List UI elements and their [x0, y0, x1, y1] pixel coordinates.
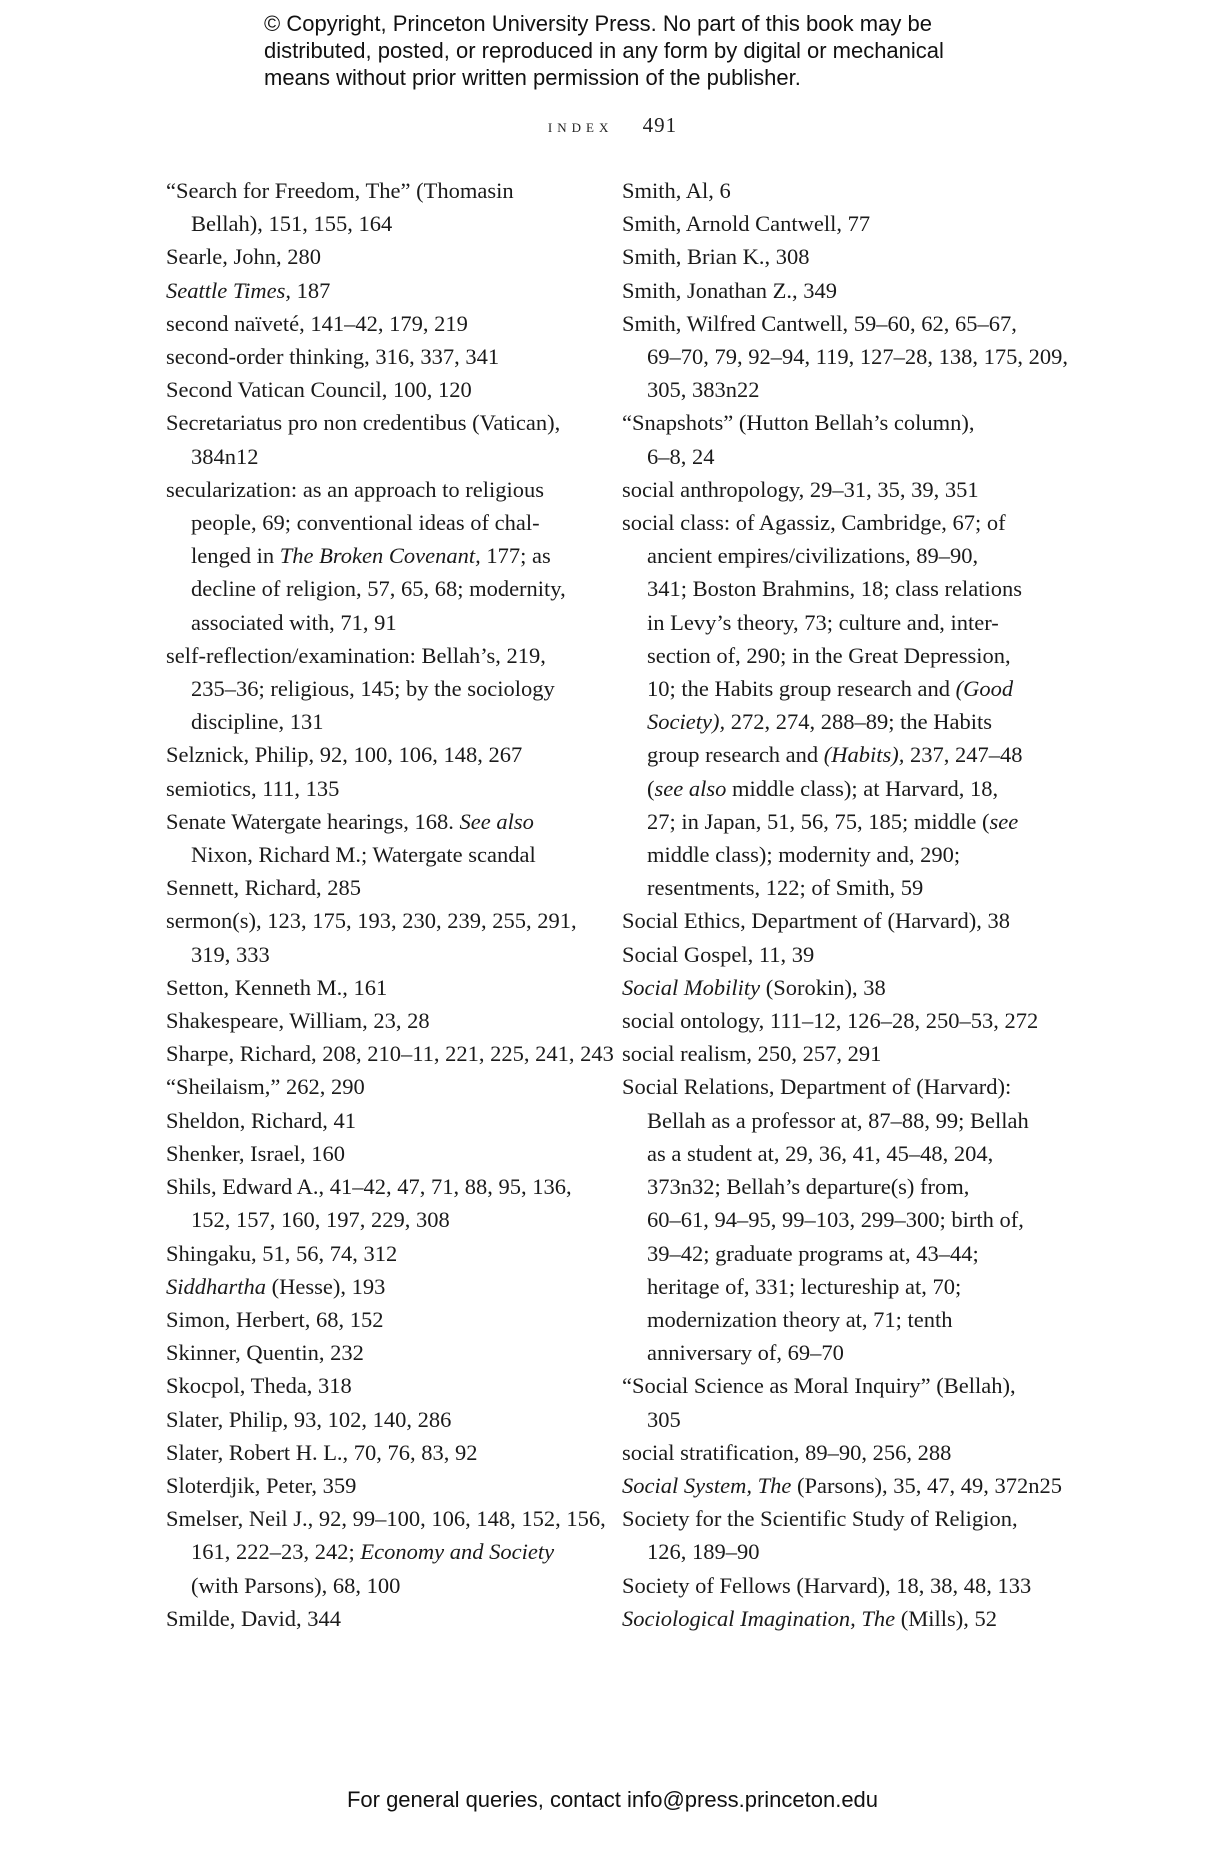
index-entry: Smith, Wilfred Cantwell, 59–60, 62, 65–67, 69–70, 79, 92–94, 119, 127–28, 138, 175, 209, 305, 383n22: [622, 310, 1069, 403]
index-entry: Smith, Brian K., 308: [622, 244, 810, 270]
index-entry: Social Ethics, Department of (Harvard), 38: [622, 908, 1010, 934]
index-entry: Smilde, David, 344: [166, 1605, 341, 1631]
index-entry: “Social Science as Moral Inquiry” (Bellah), 305: [622, 1373, 1016, 1432]
index-entry: self-reflection/examination: Bellah’s, 219, 235–36; religious, 145; by the sociology discipline, 131: [166, 642, 555, 735]
copyright-line: means without prior written permission of the publisher.: [264, 65, 801, 90]
index-entry: Social Mobility (Sorokin), 38: [622, 974, 886, 1000]
index-entry: social anthropology, 29–31, 35, 39, 351: [622, 476, 979, 502]
footer-contact: For general queries, contact info@press.princeton.edu: [346, 1787, 879, 1812]
index-entry: Smelser, Neil J., 92, 99–100, 106, 148, 152, 156, 161, 222–23, 242; Economy and Society (with Parsons), 68, 100: [166, 1506, 606, 1598]
index-entry: social realism, 250, 257, 291: [622, 1041, 882, 1067]
index-entry: “Sheilaism,” 262, 290: [166, 1074, 365, 1100]
index-entry: Social Relations, Department of (Harvard): Bellah as a professor at, 87–88, 99; Bellah as a student at, 29, 36, 41, 45–48, 204, 373n32; Bellah’s departure(s) from, 60–61, 94–95, 99–103, 299–300; birth of, 39–42; graduate programs at, 43–44; heritage of, 331; lectureship at, 70; modernization theory at, 71; tenth anniversary of, 69–70: [622, 1074, 1029, 1366]
copyright-line: © Copyright, Princeton University Press. No part of this book may be: [264, 11, 932, 36]
copyright-notice: [264, 10, 1024, 91]
index-entry: Social Gospel, 11, 39: [622, 941, 815, 967]
index-entry: Sennett, Richard, 285: [166, 875, 361, 901]
index-entry: Smith, Al, 6: [622, 178, 731, 203]
index-entry: Sloterdjik, Peter, 359: [166, 1472, 357, 1498]
running-head: [0, 113, 1225, 138]
index-entry: Social System, The (Parsons), 35, 47, 49, 372n25: [622, 1472, 1062, 1498]
index-entry: Siddhartha (Hesse), 193: [166, 1273, 386, 1299]
index-entry: Sheldon, Richard, 41: [166, 1107, 356, 1133]
index-entry: Secretariatus pro non credentibus (Vatican), 384n12: [166, 410, 561, 469]
index-entry: second-order thinking, 316, 337, 341: [166, 344, 500, 370]
index-entry: Shingaku, 51, 56, 74, 312: [166, 1240, 398, 1266]
index-entry: “Search for Freedom, The” (Thomasin Bellah), 151, 155, 164: [166, 178, 514, 237]
index-entry: Skocpol, Theda, 318: [166, 1373, 352, 1399]
index-entry: Setton, Kenneth M., 161: [166, 974, 388, 1000]
index-entry: Sociological Imagination, The (Mills), 52: [622, 1605, 997, 1631]
index-column-left: [166, 174, 614, 1635]
index-entry: Society for the Scientific Study of Religion, 126, 189–90: [622, 1506, 1018, 1565]
index-entry: Simon, Herbert, 68, 152: [166, 1306, 384, 1332]
index-entry: Society of Fellows (Harvard), 18, 38, 48, 133: [622, 1572, 1032, 1598]
index-column-right: [622, 174, 1069, 1635]
index-entry: Selznick, Philip, 92, 100, 106, 148, 267: [166, 742, 523, 768]
index-entry: social ontology, 111–12, 126–28, 250–53, 272: [622, 1008, 1039, 1034]
index-entry: Senate Watergate hearings, 168. See also Nixon, Richard M.; Watergate scandal: [166, 808, 536, 868]
index-entry: Sharpe, Richard, 208, 210–11, 221, 225, 241, 243: [166, 1041, 614, 1067]
index-entry: social class: of Agassiz, Cambridge, 67; of ancient empires/civilizations, 89–90, 341; Boston Brahmins, 18; class relations in Levy’s theory, 73; culture and, inter- section of, 290; in the Great Depression, 10; the Habits group research and (Good Society), 272, 274, 288–89; the Habits group research and (Habits), 237, 247–48 (see also middle class); at Harvard, 18, 27; in Japan, 51, 56, 75, 185; middle (see middle class); modernity and, 290; resentments, 122; of Smith, 59: [622, 510, 1023, 901]
copyright-line: distributed, posted, or reproduced in any form by digital or mechanical: [264, 38, 944, 63]
index-entry: social stratification, 89–90, 256, 288: [622, 1439, 952, 1465]
index-entry: secularization: as an approach to religious people, 69; conventional ideas of chal- lenged in The Broken Covenant, 177; as decline of religion, 57, 65, 68; modernity, associated with, 71, 91: [166, 476, 566, 635]
index-entry: Searle, John, 280: [166, 244, 321, 270]
index-entry: Shakespeare, William, 23, 28: [166, 1008, 430, 1034]
index-entry: “Snapshots” (Hutton Bellah’s column), 6–8, 24: [622, 410, 975, 469]
index-entry: Slater, Philip, 93, 102, 140, 286: [166, 1406, 452, 1432]
page-number: 491: [642, 113, 678, 137]
index-entry: Second Vatican Council, 100, 120: [166, 377, 472, 403]
index-entry: second naïveté, 141–42, 179, 219: [166, 310, 468, 336]
index-entry: Smith, Arnold Cantwell, 77: [622, 211, 871, 237]
running-head-label: index: [547, 116, 614, 136]
index-entry: semiotics, 111, 135: [166, 775, 340, 801]
index-entry: Shils, Edward A., 41–42, 47, 71, 88, 95, 136, 152, 157, 160, 197, 229, 308: [166, 1174, 572, 1233]
index-entry: sermon(s), 123, 175, 193, 230, 239, 255, 291, 319, 333: [166, 908, 577, 967]
index-entry: Skinner, Quentin, 232: [166, 1340, 364, 1366]
index-entry: Slater, Robert H. L., 70, 76, 83, 92: [166, 1439, 478, 1465]
index-entry: Seattle Times, 187: [166, 277, 331, 303]
index-entry: Smith, Jonathan Z., 349: [622, 277, 837, 303]
index-entry: Shenker, Israel, 160: [166, 1140, 346, 1166]
